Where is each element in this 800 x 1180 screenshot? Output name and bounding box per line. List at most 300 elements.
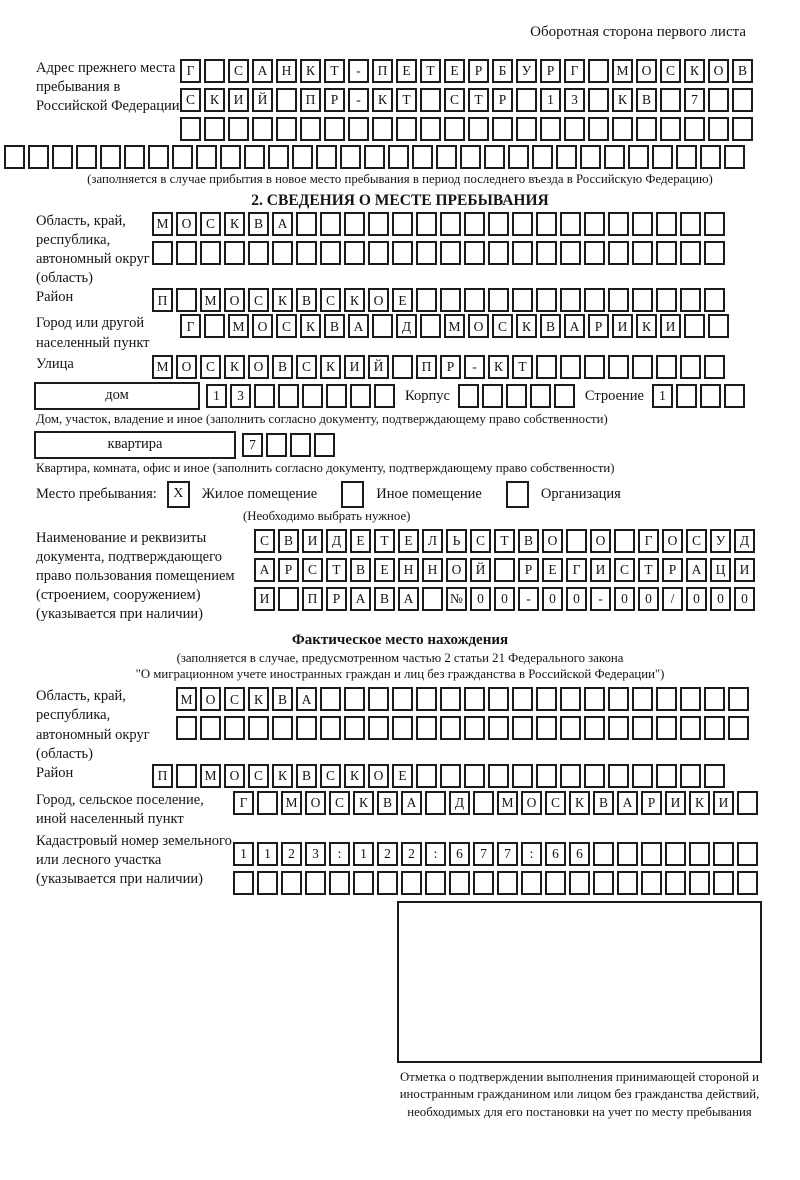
form-cell: [488, 687, 509, 711]
form-cell: С: [254, 529, 275, 553]
form-cell: [124, 145, 145, 169]
form-cell: [100, 145, 121, 169]
form-cell: И: [713, 791, 734, 815]
form-cell: [396, 117, 417, 141]
form-cell: [412, 145, 433, 169]
form-cell: К: [488, 355, 509, 379]
form-cell: Д: [449, 791, 470, 815]
form-cell: Г: [180, 59, 201, 83]
form-cell: [708, 88, 729, 112]
form-cell: [482, 384, 503, 408]
form-cell: [632, 212, 653, 236]
form-cell: [416, 764, 437, 788]
form-cell: [392, 212, 413, 236]
form-cell: А: [564, 314, 585, 338]
form-cell: С: [614, 558, 635, 582]
form-cell: [344, 716, 365, 740]
fact-oblast-row-2: [176, 716, 749, 740]
form-cell: Р: [278, 558, 299, 582]
form-cell: В: [272, 355, 293, 379]
form-cell: 0: [710, 587, 731, 611]
form-cell: [632, 716, 653, 740]
form-cell: К: [224, 355, 245, 379]
form-cell: О: [590, 529, 611, 553]
form-cell: Г: [564, 59, 585, 83]
form-cell: [148, 145, 169, 169]
form-cell: [700, 384, 721, 408]
form-cell: [713, 871, 734, 895]
fact-raion-row: [152, 764, 725, 788]
form-cell: 3: [305, 842, 326, 866]
form-cell: [444, 117, 465, 141]
form-cell: С: [470, 529, 491, 553]
form-cell: А: [350, 587, 371, 611]
form-cell: С: [320, 764, 341, 788]
form-cell: [704, 288, 725, 312]
form-cell: [257, 871, 278, 895]
form-cell: В: [296, 764, 317, 788]
form-cell: [458, 384, 479, 408]
form-cell: [708, 117, 729, 141]
form-cell: М: [176, 687, 197, 711]
form-cell: В: [296, 288, 317, 312]
form-cell: 0: [734, 587, 755, 611]
form-cell: [252, 117, 273, 141]
form-cell: П: [152, 288, 173, 312]
form-cell: О: [305, 791, 326, 815]
form-cell: [176, 764, 197, 788]
korpus-cells: [458, 384, 575, 408]
form-cell: [656, 241, 677, 265]
form-cell: [588, 88, 609, 112]
prev-address-caption: (заполняется в случае прибытия в новое место пребывания в период последнего въезда в Российскую Федерацию): [87, 172, 713, 186]
raion-label: Район: [36, 289, 74, 306]
form-cell: П: [372, 59, 393, 83]
form-cell: [728, 687, 749, 711]
form-cell: -: [348, 88, 369, 112]
form-cell: 1: [540, 88, 561, 112]
form-cell: С: [492, 314, 513, 338]
form-cell: [324, 117, 345, 141]
form-cell: [560, 764, 581, 788]
form-cell: 0: [566, 587, 587, 611]
form-cell: [372, 314, 393, 338]
form-cell: [488, 288, 509, 312]
form-cell: [604, 145, 625, 169]
form-cell: [374, 384, 395, 408]
form-cell: И: [734, 558, 755, 582]
form-cell: [588, 117, 609, 141]
option-residential-label: Жилое помещение: [201, 485, 318, 502]
form-cell: П: [300, 88, 321, 112]
form-cell: [416, 241, 437, 265]
form-cell: К: [272, 764, 293, 788]
apartment-row: [36, 431, 764, 459]
form-cell: [76, 145, 97, 169]
fact-caption-1: (заполняется в случае, предусмотренном частью 2 статьи 21 Федерального закона: [176, 651, 624, 666]
form-cell: К: [300, 314, 321, 338]
form-cell: [713, 842, 734, 866]
form-cell: [392, 716, 413, 740]
form-cell: [326, 384, 347, 408]
form-cell: [377, 871, 398, 895]
form-cell: [584, 764, 605, 788]
form-cell: [460, 145, 481, 169]
form-cell: Г: [638, 529, 659, 553]
form-cell: И: [612, 314, 633, 338]
cadastral-row-2: [233, 871, 758, 895]
house-caption: Дом, участок, владение и иное (заполнить согласно документу, подтверждающему право собственности): [36, 411, 608, 426]
form-cell: К: [569, 791, 590, 815]
form-cell: Н: [398, 558, 419, 582]
form-cell: [224, 716, 245, 740]
form-cell: [314, 433, 335, 457]
form-cell: К: [372, 88, 393, 112]
form-cell: С: [228, 59, 249, 83]
form-cell: 1: [652, 384, 673, 408]
form-cell: Т: [396, 88, 417, 112]
form-cell: О: [200, 687, 221, 711]
form-cell: В: [540, 314, 561, 338]
form-cell: Г: [233, 791, 254, 815]
form-cell: С: [180, 88, 201, 112]
form-cell: [737, 791, 758, 815]
form-cell: О: [224, 288, 245, 312]
document-row-3: [254, 587, 755, 611]
form-cell: [560, 687, 581, 711]
form-cell: О: [446, 558, 467, 582]
form-cell: [488, 241, 509, 265]
form-cell: [536, 716, 557, 740]
form-cell: С: [545, 791, 566, 815]
form-cell: Р: [662, 558, 683, 582]
form-cell: П: [152, 764, 173, 788]
apartment-box-label: квартира: [34, 431, 236, 459]
form-cell: [676, 145, 697, 169]
gorod-block: [36, 314, 764, 352]
form-cell: М: [612, 59, 633, 83]
form-cell: [425, 871, 446, 895]
form-cell: [656, 716, 677, 740]
stay-type-caption: (Необходимо выбрать нужное): [243, 508, 411, 523]
form-cell: [680, 212, 701, 236]
form-cell: [660, 88, 681, 112]
form-cell: [368, 241, 389, 265]
form-cell: [584, 212, 605, 236]
form-cell: Ц: [710, 558, 731, 582]
form-cell: Р: [641, 791, 662, 815]
form-cell: [704, 241, 725, 265]
house-number-cells: [206, 384, 395, 408]
form-cell: [680, 716, 701, 740]
form-cell: В: [593, 791, 614, 815]
form-cell: [554, 384, 575, 408]
form-cell: [290, 433, 311, 457]
form-cell: М: [200, 764, 221, 788]
form-cell: В: [350, 558, 371, 582]
confirmation-stamp-box: [397, 901, 762, 1063]
form-cell: -: [590, 587, 611, 611]
form-cell: [464, 212, 485, 236]
form-cell: [401, 871, 422, 895]
gorod-label: Город или другой населенный пункт: [36, 315, 150, 351]
apartment-cells: [242, 433, 335, 457]
section2-title: 2. СВЕДЕНИЯ О МЕСТЕ ПРЕБЫВАНИЯ: [251, 191, 549, 209]
form-cell: Р: [468, 59, 489, 83]
form-cell: О: [521, 791, 542, 815]
form-cell: [320, 716, 341, 740]
form-cell: [266, 433, 287, 457]
form-cell: [320, 687, 341, 711]
form-cell: [392, 687, 413, 711]
form-cell: [608, 212, 629, 236]
form-cell: [176, 288, 197, 312]
form-cell: [296, 241, 317, 265]
fact-oblast-label: Область, край, республика, автономный округ (область): [36, 688, 150, 762]
form-cell: [641, 842, 662, 866]
ulitsa-block: [36, 355, 764, 379]
form-cell: [704, 716, 725, 740]
form-cell: Н: [276, 59, 297, 83]
form-cell: [704, 212, 725, 236]
form-cell: [593, 842, 614, 866]
form-cell: К: [272, 288, 293, 312]
form-cell: [272, 241, 293, 265]
form-cell: [302, 384, 323, 408]
form-cell: [732, 88, 753, 112]
stroenie-cells: [652, 384, 745, 408]
form-cell: [464, 716, 485, 740]
form-cell: [612, 117, 633, 141]
prev-address-cell-rows: [180, 59, 753, 141]
form-cell: [244, 145, 265, 169]
form-cell: [320, 212, 341, 236]
form-cell: [368, 687, 389, 711]
form-cell: Г: [566, 558, 587, 582]
form-cell: С: [444, 88, 465, 112]
form-cell: 0: [542, 587, 563, 611]
form-cell: 0: [494, 587, 515, 611]
form-cell: [516, 88, 537, 112]
form-cell: [632, 241, 653, 265]
form-cell: [617, 871, 638, 895]
form-cell: А: [686, 558, 707, 582]
form-cell: [278, 384, 299, 408]
form-cell: Р: [324, 88, 345, 112]
form-cell: [652, 145, 673, 169]
form-cell: [512, 687, 533, 711]
form-cell: [344, 212, 365, 236]
form-cell: :: [425, 842, 446, 866]
form-cell: [368, 716, 389, 740]
form-cell: [608, 241, 629, 265]
form-cell: К: [300, 59, 321, 83]
fact-raion-block: [36, 764, 764, 788]
checkbox-residential: X: [167, 481, 190, 508]
fact-gorod-row: [233, 791, 758, 815]
form-cell: [560, 355, 581, 379]
form-cell: К: [320, 355, 341, 379]
form-cell: Р: [326, 587, 347, 611]
form-cell: [512, 764, 533, 788]
form-cell: [484, 145, 505, 169]
form-cell: [656, 355, 677, 379]
form-cell: [516, 117, 537, 141]
form-cell: С: [248, 288, 269, 312]
form-cell: К: [344, 288, 365, 312]
form-cell: Л: [422, 529, 443, 553]
form-cell: [276, 88, 297, 112]
form-cell: [440, 687, 461, 711]
form-cell: П: [302, 587, 323, 611]
form-cell: 7: [684, 88, 705, 112]
form-cell: [608, 716, 629, 740]
form-cell: [680, 241, 701, 265]
form-cell: [464, 687, 485, 711]
form-cell: 2: [281, 842, 302, 866]
form-cell: [512, 716, 533, 740]
form-cell: 0: [686, 587, 707, 611]
form-cell: [684, 314, 705, 338]
form-cell: [254, 384, 275, 408]
form-cell: К: [684, 59, 705, 83]
form-cell: [281, 871, 302, 895]
form-cell: Б: [492, 59, 513, 83]
form-cell: [4, 145, 25, 169]
form-cell: [584, 288, 605, 312]
form-cell: [656, 764, 677, 788]
form-cell: Т: [468, 88, 489, 112]
form-cell: Д: [734, 529, 755, 553]
apartment-caption: Квартира, комната, офис и иное (заполнить согласно документу, подтверждающему право собственности): [36, 460, 615, 475]
form-cell: [233, 871, 254, 895]
form-cell: [488, 716, 509, 740]
form-cell: С: [329, 791, 350, 815]
form-cell: [660, 117, 681, 141]
form-cell: 3: [564, 88, 585, 112]
form-cell: [180, 117, 201, 141]
form-cell: [200, 241, 221, 265]
form-cell: [440, 212, 461, 236]
form-cell: [560, 241, 581, 265]
form-cell: М: [152, 212, 173, 236]
form-cell: [292, 145, 313, 169]
form-cell: И: [302, 529, 323, 553]
form-cell: 0: [614, 587, 635, 611]
form-cell: [614, 529, 635, 553]
form-cell: [449, 871, 470, 895]
form-cell: [329, 871, 350, 895]
form-cell: [632, 687, 653, 711]
house-row: [36, 382, 764, 410]
house-box-label: дом: [34, 382, 200, 410]
form-cell: К: [636, 314, 657, 338]
form-cell: [422, 587, 443, 611]
form-cell: Т: [420, 59, 441, 83]
form-cell: А: [252, 59, 273, 83]
form-cell: [580, 145, 601, 169]
form-cell: [320, 241, 341, 265]
form-cell: К: [689, 791, 710, 815]
form-cell: 1: [353, 842, 374, 866]
form-cell: [540, 117, 561, 141]
form-cell: 6: [545, 842, 566, 866]
raion-block: [36, 288, 764, 312]
form-cell: [473, 871, 494, 895]
form-cell: О: [176, 212, 197, 236]
fact-oblast-block: [36, 687, 764, 764]
form-cell: А: [254, 558, 275, 582]
form-cell: М: [228, 314, 249, 338]
form-cell: В: [732, 59, 753, 83]
form-cell: С: [296, 355, 317, 379]
form-cell: Н: [422, 558, 443, 582]
form-cell: О: [248, 355, 269, 379]
form-cell: [257, 791, 278, 815]
form-cell: [560, 716, 581, 740]
form-cell: [704, 764, 725, 788]
form-cell: 0: [470, 587, 491, 611]
form-cell: И: [228, 88, 249, 112]
form-cell: О: [368, 288, 389, 312]
fact-gorod-block: [36, 791, 764, 829]
form-cell: [684, 117, 705, 141]
form-cell: Т: [512, 355, 533, 379]
form-cell: [176, 241, 197, 265]
form-cell: [464, 241, 485, 265]
form-cell: Е: [444, 59, 465, 83]
form-cell: Й: [368, 355, 389, 379]
form-cell: [464, 288, 485, 312]
form-cell: [708, 314, 729, 338]
form-cell: 7: [473, 842, 494, 866]
option-other-premises-label: Иное помещение: [376, 485, 482, 502]
form-cell: М: [444, 314, 465, 338]
stay-type-label: Место пребывания:: [36, 485, 157, 502]
form-cell: [728, 716, 749, 740]
form-cell: [530, 384, 551, 408]
form-cell: В: [636, 88, 657, 112]
form-cell: [416, 687, 437, 711]
form-cell: [676, 384, 697, 408]
form-cell: Е: [350, 529, 371, 553]
fact-caption-2: "О миграционном учете иностранных граждан и лиц без гражданства в Российской Федерации"): [135, 667, 665, 682]
form-cell: [488, 764, 509, 788]
form-cell: О: [224, 764, 245, 788]
form-cell: [152, 241, 173, 265]
form-cell: Е: [374, 558, 395, 582]
form-cell: [737, 871, 758, 895]
form-cell: 1: [206, 384, 227, 408]
form-cell: [521, 871, 542, 895]
form-cell: [724, 145, 745, 169]
form-cell: [584, 241, 605, 265]
form-cell: П: [416, 355, 437, 379]
form-cell: [508, 145, 529, 169]
form-cell: [566, 529, 587, 553]
form-cell: К: [224, 212, 245, 236]
form-cell: [52, 145, 73, 169]
korpus-label: Корпус: [405, 387, 450, 404]
form-cell: [512, 241, 533, 265]
form-cell: [204, 314, 225, 338]
form-cell: И: [665, 791, 686, 815]
form-cell: [464, 764, 485, 788]
form-cell: [641, 871, 662, 895]
form-cell: Т: [638, 558, 659, 582]
form-cell: [392, 241, 413, 265]
form-cell: Р: [518, 558, 539, 582]
